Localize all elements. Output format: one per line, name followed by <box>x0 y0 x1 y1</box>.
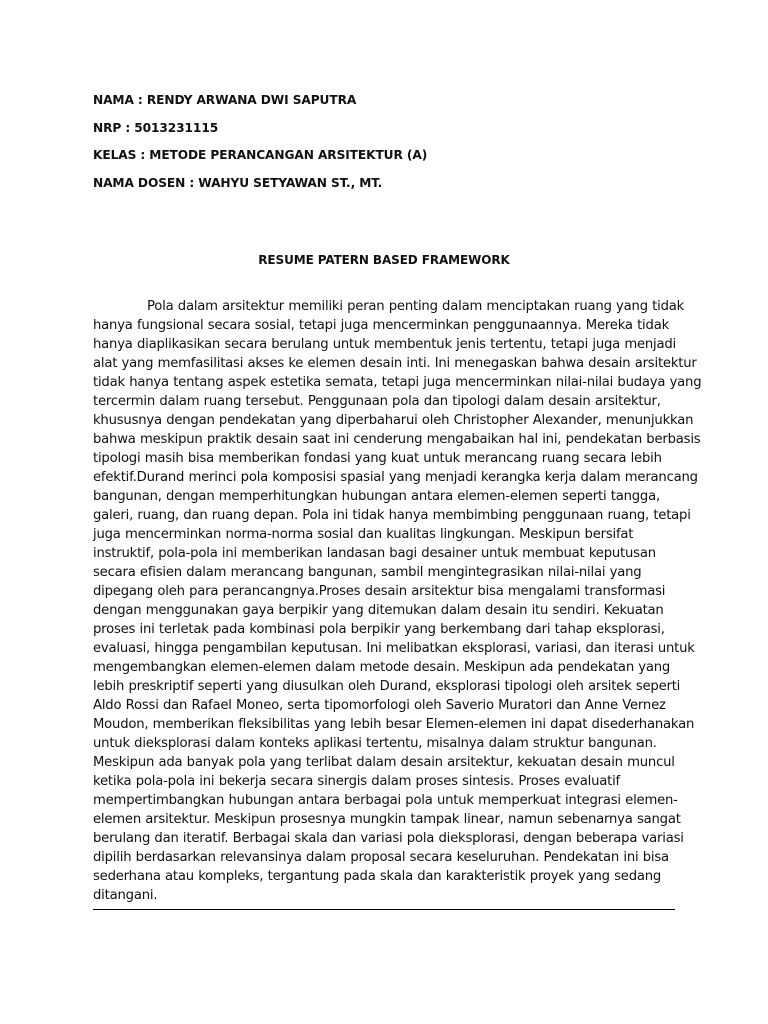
paragraph-line: alat yang memfasilitasi akses ke elemen desain inti. Ini menegaskan bahwa desain arsitektur <box>93 356 697 371</box>
student-name: NAMA : RENDY ARWANA DWI SAPUTRA <box>93 93 357 107</box>
paragraph-line: mempertimbangkan hubungan antara berbagai pola untuk memperkuat integrasi elemen- <box>93 793 678 808</box>
paragraph-line: tercermin dalam ruang tersebut. Penggunaan pola dan tipologi dalam desain arsitektur, <box>93 394 661 409</box>
paragraph-line: juga mencerminkan norma-norma sosial dan kualitas lingkungan. Meskipun bersifat <box>93 527 634 542</box>
paragraph-line: elemen arsitektur. Meskipun prosesnya mungkin tampak linear, namun sebenarnya sangat <box>93 812 681 827</box>
body-paragraph <box>93 297 702 905</box>
paragraph-line: secara efisien dalam merancang bangunan, sambil mengintegrasikan nilai-nilai yang <box>93 565 642 580</box>
paragraph-line: Meskipun ada banyak pola yang terlibat dalam desain arsitektur, kekuatan desain muncul <box>93 755 675 770</box>
paragraph-line: instruktif, pola-pola ini memberikan landasan bagi desainer untuk membuat keputusan <box>93 546 656 561</box>
paragraph-line: dipegang oleh para perancangnya.Proses desain arsitektur bisa mengalami transformasi <box>93 584 666 599</box>
paragraph-line: galeri, ruang, dan ruang depan. Pola ini tidak hanya membimbing penggunaan ruang, tetapi <box>93 508 691 523</box>
paragraph-line: Pola dalam arsitektur memiliki peran penting dalam menciptakan ruang yang tidak <box>147 299 685 314</box>
paragraph-line: dengan menggunakan gaya berpikir yang ditemukan dalam desain itu sendiri. Kekuatan <box>93 603 664 618</box>
lecturer-name: NAMA DOSEN : WAHYU SETYAWAN ST., MT. <box>93 175 383 190</box>
class-name: KELAS : METODE PERANCANGAN ARSITEKTUR (A) <box>93 148 428 162</box>
paragraph-line: hanya diaplikasikan secara berulang untuk membentuk jenis tertentu, tetapi juga menjadi <box>93 337 677 352</box>
paragraph-line: hanya fungsional secara sosial, tetapi juga mencerminkan penggunaannya. Mereka tidak <box>93 318 670 333</box>
paragraph-line: proses ini terletak pada kombinasi pola berpikir yang berkembang dari tahap eksplorasi, <box>93 622 665 637</box>
paragraph-line: berulang dan iteratif. Berbagai skala dan variasi pola dieksplorasi, dengan beberapa variasi <box>93 831 684 846</box>
document-title: RESUME PATERN BASED FRAMEWORK <box>258 253 510 267</box>
paragraph-line: untuk dieksplorasi dalam konteks aplikasi tertentu, misalnya dalam struktur bangunan. <box>93 736 657 751</box>
paragraph-line: bahwa meskipun praktik desain saat ini cenderung mengabaikan hal ini, pendekatan berbasis <box>93 432 701 447</box>
paragraph-line: Moudon, memberikan fleksibilitas yang lebih besar Elemen-elemen ini dapat disederhanakan <box>93 717 695 732</box>
paragraph-line: ditangani. <box>93 888 158 903</box>
paragraph-line: sederhana atau kompleks, tergantung pada skala dan karakteristik proyek yang sedang <box>93 869 662 884</box>
paragraph-line: ketika pola-pola ini bekerja secara sinergis dalam proses sintesis. Proses evaluatif <box>93 774 620 789</box>
paragraph-line: khususnya dengan pendekatan yang diperbaharui oleh Christopher Alexander, menunjukkan <box>93 413 694 428</box>
paragraph-line: mengembangkan elemen-elemen dalam metode desain. Meskipun ada pendekatan yang <box>93 660 671 675</box>
bottom-rule <box>93 909 675 910</box>
student-info <box>93 87 683 197</box>
paragraph-line: Aldo Rossi dan Rafael Moneo, serta tipomorfologi oleh Saverio Muratori dan Anne Vernez <box>93 698 666 713</box>
paragraph-line: evaluasi, hingga pengambilan keputusan. Ini melibatkan eksplorasi, variasi, dan iterasi untuk <box>93 641 695 656</box>
paragraph-line: tipologi masih bisa memberikan fondasi yang kuat untuk merancang ruang secara lebih <box>93 451 662 466</box>
student-nrp: NRP : 5013231115 <box>93 120 219 135</box>
paragraph-line: efektif.Durand merinci pola komposisi spasial yang menjadi kerangka kerja dalam merancang <box>93 470 698 485</box>
paragraph-line: tidak hanya tentang aspek estetika semata, tetapi juga mencerminkan nilai-nilai budaya yang <box>93 375 702 390</box>
paragraph-line: dipilih berdasarkan relevansinya dalam proposal secara keseluruhan. Pendekatan ini bisa <box>93 850 669 865</box>
paragraph-line: lebih preskriptif seperti yang diusulkan oleh Durand, eksplorasi tipologi oleh arsitek seperti <box>93 679 681 694</box>
paragraph-line: bangunan, dengan memperhitungkan hubungan antara elemen-elemen seperti tangga, <box>93 489 660 504</box>
